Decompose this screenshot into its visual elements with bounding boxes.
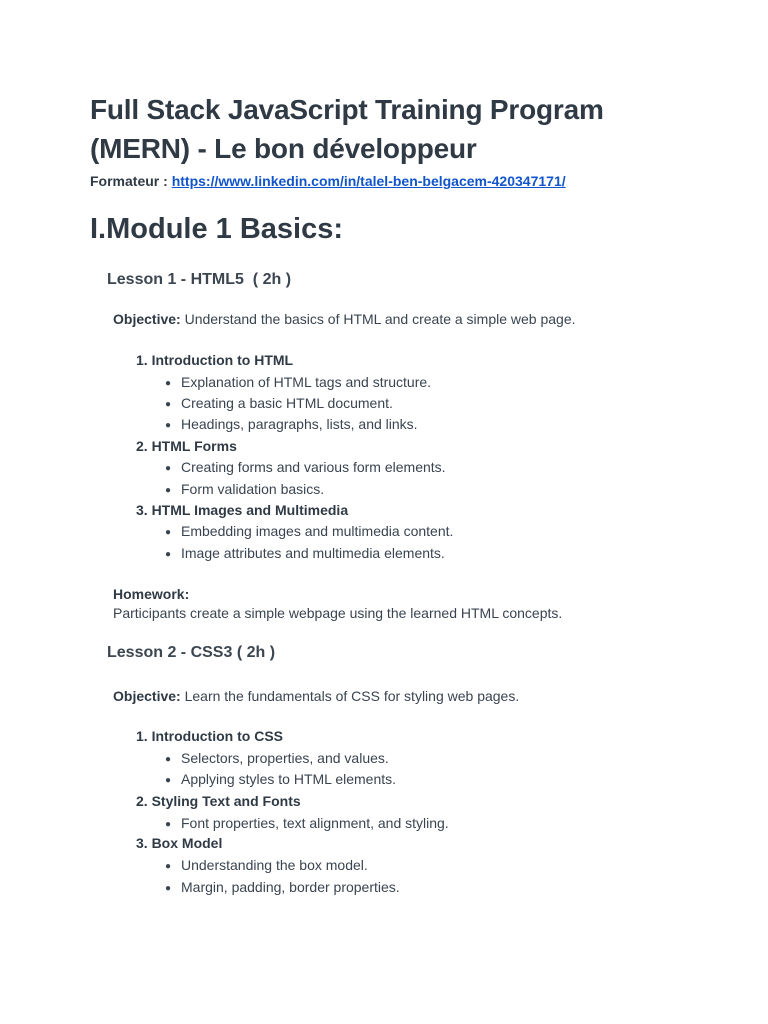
module-heading: I.Module 1 Basics:	[90, 213, 344, 245]
lesson-1-topic-3: 3. HTML Images and Multimedia	[136, 502, 349, 518]
bullet-icon: ●	[165, 527, 172, 538]
bullet-icon: ●	[165, 399, 172, 410]
list-item: ● Embedding images and multimedia content.	[165, 522, 453, 542]
bullet-icon: ●	[165, 463, 172, 474]
list-item: ● Applying styles to HTML elements.	[165, 770, 396, 790]
lesson-1-topic-2: 2. HTML Forms	[136, 438, 237, 454]
list-item: ● Margin, padding, border properties.	[165, 878, 400, 898]
lesson-1-topic-1: 1. Introduction to HTML	[136, 352, 294, 368]
bullet-icon: ●	[165, 883, 172, 894]
trainer-line	[90, 172, 566, 190]
homework-label: Homework:	[113, 586, 190, 602]
bullet-icon: ●	[165, 861, 172, 872]
homework-text: Participants create a simple webpage using the learned HTML concepts.	[113, 605, 563, 621]
lesson-2-topic-1: 1. Introduction to CSS	[136, 728, 283, 744]
bullet-icon: ●	[165, 549, 172, 560]
list-item: ● Font properties, text alignment, and styling.	[165, 814, 449, 834]
list-item: ● Creating a basic HTML document.	[165, 394, 393, 414]
objective-text: Understand the basics of HTML and create a simple web page.	[180, 311, 576, 327]
list-item: ● Headings, paragraphs, lists, and links.	[165, 415, 418, 435]
trainer-label: Formateur :	[90, 173, 168, 189]
objective-text: Learn the fundamentals of CSS for styling web pages.	[180, 688, 520, 704]
bullet-icon: ●	[165, 378, 172, 389]
lesson-2-topic-2: 2. Styling Text and Fonts	[136, 793, 301, 809]
document-title: Full Stack JavaScript Training Program (MERN) - Le bon développeur	[90, 94, 604, 164]
list-item: ● Understanding the box model.	[165, 856, 368, 876]
list-item: ● Creating forms and various form elements.	[165, 458, 446, 478]
lesson-2-topic-3: 3. Box Model	[136, 835, 223, 851]
list-item: ● Explanation of HTML tags and structure.	[165, 373, 431, 393]
list-item: ● Image attributes and multimedia elements.	[165, 544, 445, 564]
list-item: ● Selectors, properties, and values.	[165, 749, 389, 769]
bullet-icon: ●	[165, 775, 172, 786]
lesson-1-heading: Lesson 1 - HTML5 ( 2h )	[107, 271, 292, 288]
bullet-icon: ●	[165, 485, 172, 496]
lesson-1-objective	[113, 310, 576, 328]
trainer-linkedin-link[interactable]: https://www.linkedin.com/in/talel-ben-belgacem-420347171/	[171, 173, 566, 189]
objective-label: Objective:	[113, 688, 181, 704]
bullet-icon: ●	[165, 819, 172, 830]
lesson-2-heading: Lesson 2 - CSS3 ( 2h )	[107, 644, 276, 661]
objective-label: Objective:	[113, 311, 181, 327]
bullet-icon: ●	[165, 754, 172, 765]
lesson-2-objective	[113, 687, 519, 705]
bullet-icon: ●	[165, 420, 172, 431]
list-item: ● Form validation basics.	[165, 480, 324, 500]
